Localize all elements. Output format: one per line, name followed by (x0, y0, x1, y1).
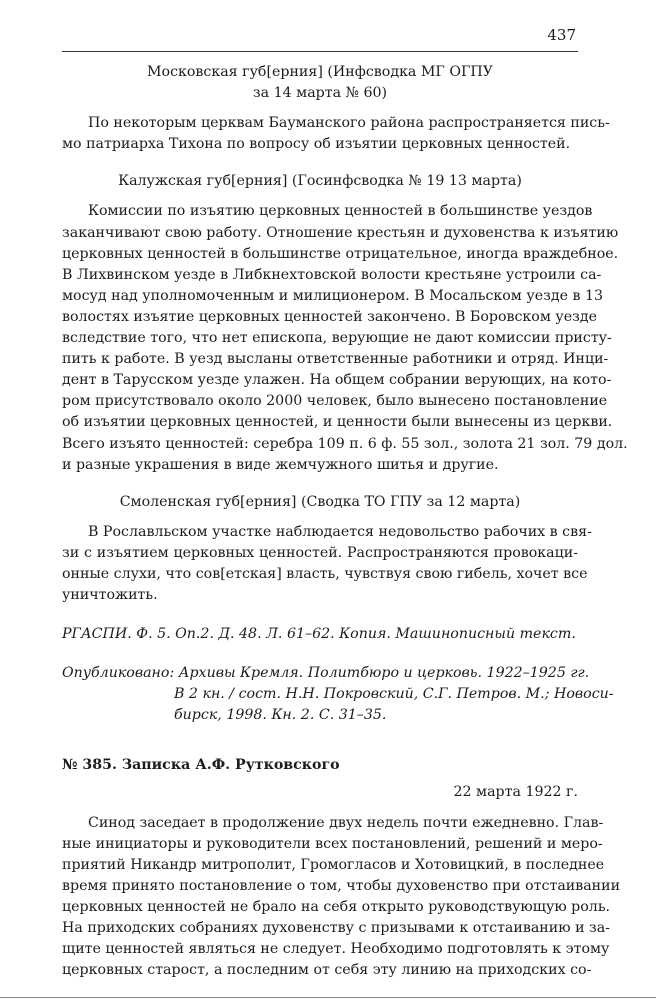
text-line: церковных старост, а последним от себя эту линию на приходских со- (62, 962, 592, 979)
text-line: Опубликовано: Архивы Кремля. Политбюро и церковь. 1922–1925 гг. (62, 665, 590, 682)
text-line: церковных ценностей в большинстве отрицательное, иногда враждебное. (62, 245, 619, 262)
text-line: щите ценностей являться не следует. Необходимо подготовлять к этому (62, 941, 610, 958)
archive-reference (62, 624, 578, 645)
section-heading-kaluga (62, 171, 578, 192)
text-line: приятий Никандр митрополит, Громогласов и Хотовицкий, в последнее (62, 856, 605, 873)
paragraph-kaluga (62, 201, 628, 475)
document-paragraph (62, 813, 621, 982)
text-line: РГАСПИ. Ф. 5. Оп.2. Д. 48. Л. 61–62. Копия. Машинописный текст. (62, 626, 576, 643)
text-line: мо патриарха Тихона по вопросу об изъятии церковных ценностей. (62, 136, 571, 153)
text-line: № 385. Записка А.Ф. Рутковского (62, 756, 340, 773)
page-bottom-edge (0, 997, 656, 998)
text-line: Комиссии по изъятию церковных ценностей в большинстве уездов (88, 203, 593, 220)
document-title (62, 755, 578, 776)
text-line: бирск, 1998. Кн. 2. С. 31–35. (174, 707, 387, 724)
heading-line: Московская губ[ерния] (Инфсводка МГ ОГПУ (147, 64, 493, 80)
text-line: По некоторым церквам Бауманского района распространяется пись- (88, 115, 610, 132)
text-line: время принято постановление о том, чтобы духовенство при отстаивании (62, 878, 621, 894)
text-line: В Лихвинском уезде в Либкнехтовской волости крестьяне устроили са- (62, 266, 602, 283)
section-heading-moscow (62, 62, 578, 104)
section-heading-smolensk (62, 492, 578, 513)
text-line: зи с изъятием церковных ценностей. Распространяются провокаци- (62, 544, 578, 561)
heading-line: Смоленская губ[ерния] (Сводка ТО ГПУ за 12 марта) (119, 493, 521, 510)
text-line: мосуд над уполномоченным и милиционером. В Мосальском уезде в 13 (62, 287, 604, 304)
text-line: заканчивают свою работу. Отношение крестьян и духовенства к изъятию (62, 224, 619, 241)
text-line: В Рославльском участке наблюдается недовольство рабочих в свя- (88, 523, 592, 540)
text-line: и разные украшения в виде жемчужного шитья и другие. (62, 456, 499, 473)
text-line: об изъятии церковных ценностей, и ценности были вынесены из церкви. (62, 414, 613, 431)
heading-line: за 14 марта № 60) (252, 85, 388, 102)
page-content (62, 62, 628, 981)
page-number: 437 (547, 26, 576, 44)
text-line: уничтожить. (62, 587, 158, 604)
header-rule (62, 51, 578, 52)
text-line: Всего изъято ценностей: серебра 109 п. 6 ф. 55 зол., золота 21 зол. 79 дол. (62, 435, 628, 452)
heading-line: Калужская губ[ерния] (Госинфсводка № 19 13 марта) (118, 173, 522, 190)
publication-reference (62, 663, 614, 726)
text-line: церковных ценностей не брало на себя открыто руководствующую роль. (62, 899, 611, 916)
paragraph-moscow (62, 113, 610, 155)
text-line: На приходских собраниях духовенству с призывами к отстаиванию и за- (62, 920, 611, 937)
document-date (62, 782, 578, 803)
text-line: В 2 кн. / сост. Н.Н. Покровский, С.Г. Петров. М.; Новоси- (174, 686, 614, 703)
text-line: Синод заседает в продолжение двух недель почти ежедневно. Глав- (88, 814, 604, 831)
text-line: ные инициаторы и руководители всех постановлений, решений и меро- (62, 835, 603, 852)
text-line: вследствие того, что нет епископа, верующие не дают комиссии присту- (62, 330, 612, 347)
text-line: онные слухи, что сов[етская] власть, чувствуя свою гибель, хочет все (62, 565, 588, 582)
text-line: волостях изъятие церковных ценностей закончено. В Боровском уезде (62, 308, 597, 325)
text-line: ром присутствовало около 2000 человек, было вынесено постановление (62, 393, 608, 410)
text-line: пить к работе. В уезд высланы ответственные работники и отряд. Инци- (62, 351, 609, 368)
text-line: 22 марта 1922 г. (453, 783, 578, 800)
paragraph-smolensk (62, 522, 592, 606)
text-line: дент в Тарусском уезде улажен. На общем собрании верующих, на кото- (62, 372, 612, 389)
